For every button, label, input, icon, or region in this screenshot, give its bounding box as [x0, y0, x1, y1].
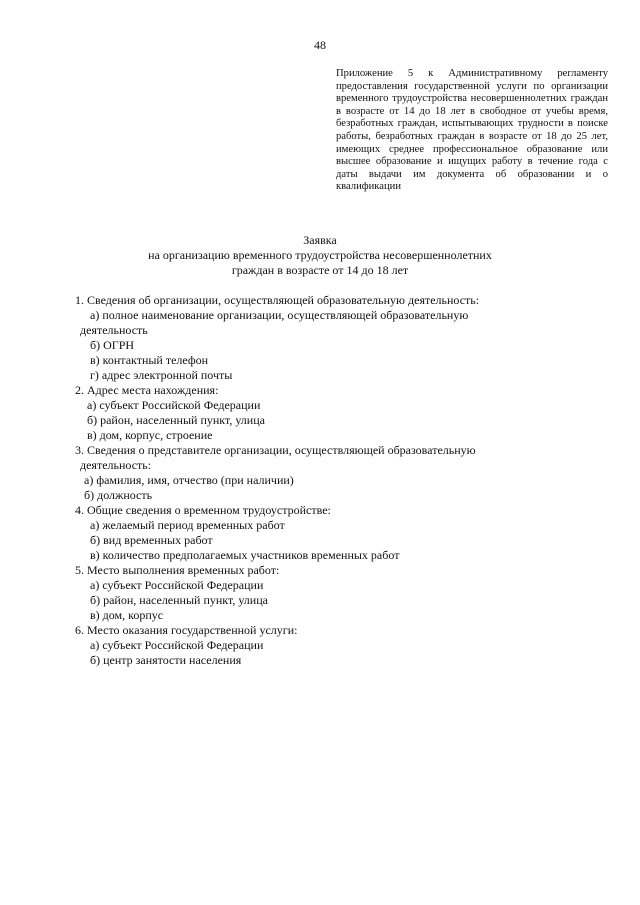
section-1-item-c: в) контактный телефон	[90, 353, 209, 367]
section-3-item-a: а) фамилия, имя, отчество (при наличии)	[84, 473, 294, 487]
page-number: 48	[314, 38, 326, 52]
section-5-item-c: в) дом, корпус	[90, 608, 164, 622]
section-1-heading: 1. Сведения об организации, осуществляющей образовательную деятельность:	[75, 293, 480, 307]
section-2-heading: 2. Адрес места нахождения:	[75, 383, 219, 397]
section-5-item-b: б) район, населенный пункт, улица	[90, 593, 268, 607]
document-subtitle-line1: на организацию временного трудоустройства несовершеннолетних	[148, 248, 492, 262]
document-title: Заявка	[303, 233, 337, 247]
section-1-item-b: б) ОГРН	[90, 338, 135, 352]
section-1-item-d: г) адрес электронной почты	[90, 368, 233, 382]
section-3-heading: 3. Сведения о представителе организации, осуществляющей образовательную	[75, 443, 476, 457]
section-2-item-b: б) район, населенный пункт, улица	[87, 413, 265, 427]
section-3-heading-continued: деятельность:	[80, 458, 152, 472]
section-6-item-b: б) центр занятости населения	[90, 653, 242, 667]
section-6-heading: 6. Место оказания государственной услуги:	[75, 623, 298, 637]
section-5-heading: 5. Место выполнения временных работ:	[75, 563, 280, 577]
section-4-heading: 4. Общие сведения о временном трудоустройстве:	[75, 503, 331, 517]
section-4-item-a: а) желаемый период временных работ	[90, 518, 285, 532]
document-subtitle-line2: граждан в возрасте от 14 до 18 лет	[231, 263, 409, 277]
section-2-item-a: а) субъект Российской Федерации	[87, 398, 261, 412]
section-3-item-b: б) должность	[84, 488, 153, 502]
document-title-block	[0, 233, 640, 278]
section-4-item-c: в) количество предполагаемых участников временных работ	[90, 548, 400, 562]
section-5-item-a: а) субъект Российской Федерации	[90, 578, 264, 592]
section-4-item-b: б) вид временных работ	[90, 533, 213, 547]
section-6-item-a: а) субъект Российской Федерации	[90, 638, 264, 652]
appendix-note: Приложение 5 к Административному регламенту предоставления государственной услуги по организации временного трудоустройства несовершеннолетних граждан в возрасте от 14 до 18 лет в свободное от учебы время, безработных граждан, испытывающих трудности в поиске работы, безработных граждан в возрасте от 18 до 25 лет, имеющих среднее профессиональное образование или высшее образование и ищущих работу в течение года с даты выдачи им документа об образовании и о квалификации	[336, 68, 608, 193]
section-1-item-a: а) полное наименование организации, осуществляющей образовательную	[90, 308, 469, 322]
section-1-item-a-continued: деятельность	[80, 323, 148, 337]
section-2-item-c: в) дом, корпус, строение	[87, 428, 213, 442]
